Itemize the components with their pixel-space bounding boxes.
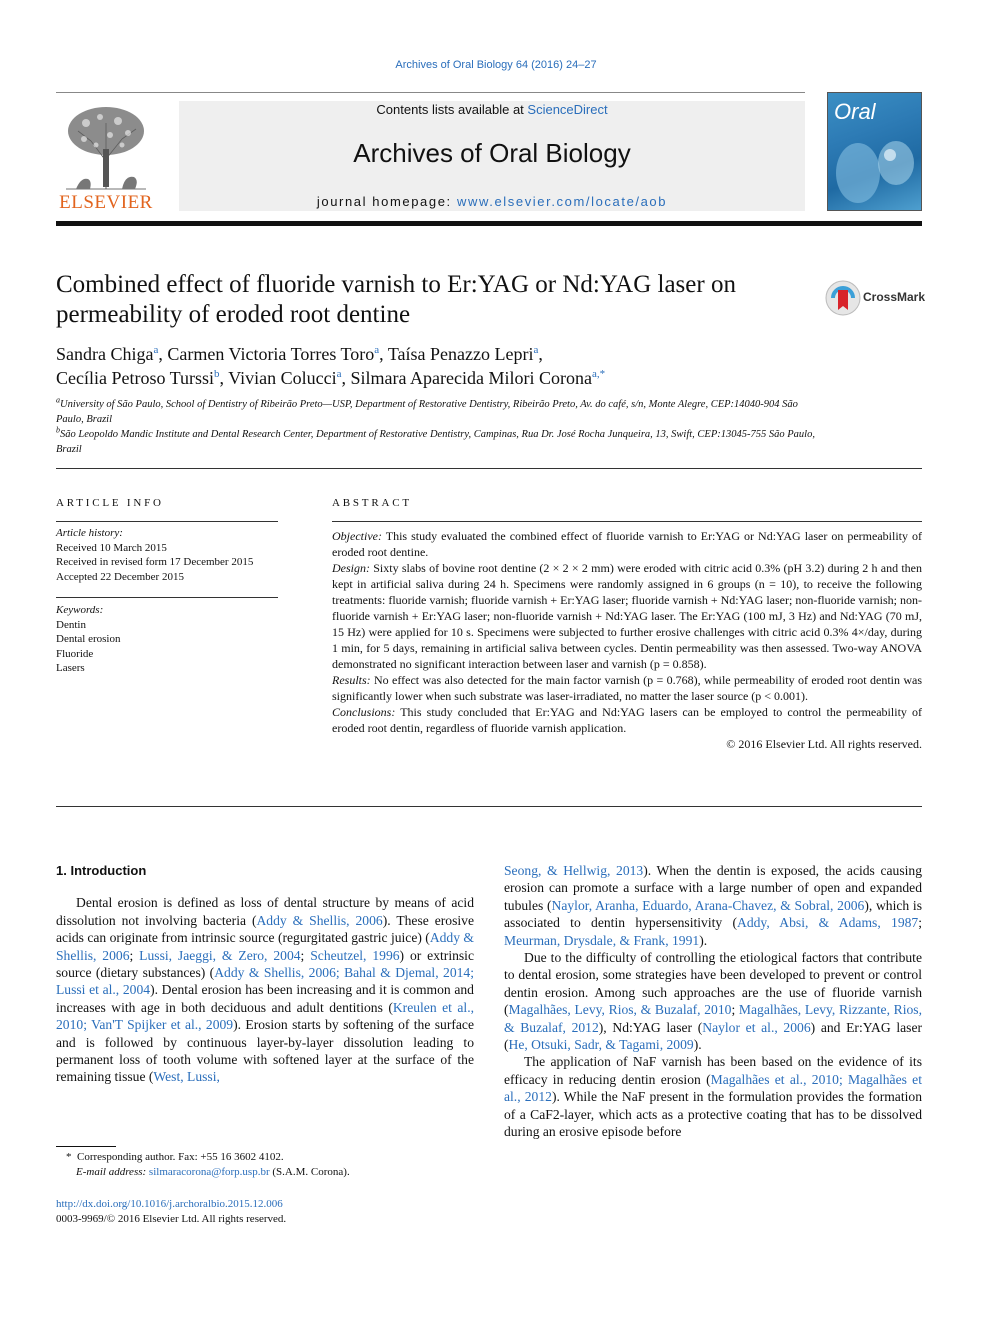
footnote-rule: [56, 1146, 116, 1147]
body-text: ). When the dentin is exposed, the acids causing erosion can promote a surface with a large number of open and expanded tubules (: [504, 863, 922, 913]
citation-link[interactable]: Naylor, Aranha, Eduardo, Arana-Chavez, & Sobral, 2006: [551, 897, 865, 913]
abstract-results: [332, 672, 922, 704]
homepage-link[interactable]: www.elsevier.com/locate/aob: [456, 194, 668, 209]
author-name[interactable]: Carmen Victoria Torres Toro: [167, 344, 375, 364]
author-name[interactable]: Silmara Aparecida Milori Corona: [350, 368, 592, 388]
corresponding-footnote: [56, 1150, 474, 1180]
abstract-objective: [332, 528, 922, 560]
contents-prefix: Contents lists available at: [376, 102, 528, 117]
keyword-item: Lasers: [56, 662, 85, 674]
author-separator: ,: [379, 344, 388, 364]
body-paragraph: [504, 949, 922, 1053]
citation-link[interactable]: Addy & Shellis, 2006: [256, 912, 383, 928]
author-name[interactable]: Vivian Colucci: [228, 368, 337, 388]
citation-link[interactable]: Lussi, Jaeggi, & Zero, 2004: [139, 947, 301, 963]
affiliation-text: São Leopoldo Mandic Institute and Dental Research Center, Department of Restorative Dentistry, Campinas, Rua Dr. José Rocha Junqueira, 13, Swift, CEP:13045-755 São Paulo, Brazil: [56, 429, 815, 455]
email-label: E-mail address:: [76, 1166, 149, 1178]
author-name[interactable]: Taísa Penazzo Lepri: [387, 344, 534, 364]
keyword-item: Fluoride: [56, 647, 94, 660]
corresponding-text: Corresponding author. Fax: +55 16 3602 4102.: [77, 1151, 284, 1163]
body-text: ), Nd:YAG laser (: [598, 1019, 703, 1035]
email-suffix: (S.A.M. Corona).: [269, 1166, 350, 1178]
affiliations-rule: [56, 468, 922, 469]
body-text: ).: [699, 932, 708, 948]
affiliations: [56, 397, 816, 457]
body-text: ), which is associated to dentin hypersensitivity (: [504, 897, 922, 931]
citation-link[interactable]: Addy & Shellis, 2006: [56, 930, 474, 963]
author-affiliation-mark[interactable]: b: [214, 368, 220, 380]
corresponding-author-line: [56, 1150, 474, 1165]
keyword-item: Dental erosion: [56, 633, 121, 645]
citation-link[interactable]: Kreulen et al., 2010; Van'T Spijker et al., 2009: [56, 999, 474, 1033]
keywords: [56, 603, 296, 676]
email-line: [56, 1165, 474, 1180]
body-text: ). Erosion starts by softening of the surface and is followed by continuous layer-by-layer dissolution leading to permanent loss of tooth volume with softened layer at the surface of the remaining tissue (: [56, 1017, 474, 1085]
contents-line: [179, 102, 805, 117]
author-affiliation-mark[interactable]: a,*: [591, 368, 606, 380]
body-text: ). These erosive acids can originate from intrinsic source (regurgitated gastric juice) (: [56, 912, 474, 946]
results-text: No effect was also detected for the main factor varnish (p = 0.768), while permeability of eroded root dentin was significantly lower when such substrate was laser-irradiated, no matter the laser source (p < 0.001).: [332, 673, 922, 703]
homepage-prefix: journal homepage:: [316, 194, 457, 209]
citation-link[interactable]: Addy, Absi, & Adams, 1987: [737, 915, 919, 931]
objective-label: Objective:: [332, 529, 382, 543]
doi-link[interactable]: http://dx.doi.org/10.1016/j.archoralbio.2015.12.006: [56, 1198, 283, 1210]
doi-block: [56, 1197, 474, 1227]
journal-reference[interactable]: Archives of Oral Biology 64 (2016) 24–27: [395, 59, 597, 71]
author-separator: ,: [219, 368, 229, 388]
design-text: Sixty slabs of bovine root dentine (2 × 2 × 2 mm) were eroded with citric acid 0.3% (pH 3.2) during 2 h and then kept in artificial saliva during 24 h. Specimens were randomly assigned in 6 groups (n = 10), to receive the following treatments: fluoride varnish; fluoride varnish + Er:YAG laser; fluoride varnish + Nd:YAG laser; non-fluoride varnish; non-fluoride varnish + Er:YAG laser; non-fluoride varnish + Nd:YAG laser. The Er:YAG (100 mJ, 3 Hz) and Nd:YAG (70 mJ, 15 Hz) were applied for 10 s. Specimens were subjected to further erosive challenges with citric acid 0.3% 4×/day, during 1 min, for 5 days, remaining in artificial saliva between cycles. Dentin permeability was then assessed. Two-way ANOVA demonstrated no significant interaction between laser and varnish (p = 0.858).: [332, 561, 922, 671]
article-title: Combined effect of fluoride varnish to Er:YAG or Nd:YAG laser on permeability of eroded root dentine: [56, 271, 736, 328]
author-affiliation-mark[interactable]: a: [336, 368, 342, 380]
header-bottom-rule: [56, 221, 922, 226]
abstract-end-rule: [56, 806, 922, 807]
body-text: ).: [693, 1037, 702, 1053]
history-received: Received 10 March 2015: [56, 541, 167, 554]
citation-link[interactable]: West, Lussi,: [153, 1069, 220, 1085]
body-column-right: [504, 862, 922, 1141]
author-separator: ,: [341, 368, 351, 388]
citation-link[interactable]: Naylor et al., 2006: [702, 1019, 811, 1035]
citation-link[interactable]: Magalhães, Levy, Rios, & Buzalaf, 2010: [508, 1002, 732, 1018]
cover-artwork: [828, 133, 922, 211]
citation-link[interactable]: He, Otsuki, Sadr, & Tagami, 2009: [508, 1037, 694, 1053]
abstract-heading: ABSTRACT: [332, 497, 412, 509]
body-text: ). Dental erosion has been increasing and it is common and increases with age in both deciduous and adult dentitions (: [56, 982, 474, 1015]
keyword-item: Dentin: [56, 618, 86, 631]
affiliation-text: University of São Paulo, School of Dentistry of Ribeirão Preto—USP, Department of Restorative Dentistry, Ribeirão Preto, Av. do café, s/n, Monte Alegre, CEP:14040-904 São Paulo, Brazil: [56, 399, 798, 425]
abstract-copyright: © 2016 Elsevier Ltd. All rights reserved.: [726, 737, 922, 751]
introduction-heading: 1. Introduction: [56, 863, 147, 878]
article-info-heading: ARTICLE INFO: [56, 497, 164, 509]
body-column-left: [56, 862, 474, 1086]
keywords-rule: [56, 597, 278, 598]
issn-line: 0003-9969/© 2016 Elsevier Ltd. All rights reserved.: [56, 1213, 287, 1225]
affiliation-item: [56, 427, 816, 457]
citation-link[interactable]: Addy & Shellis, 2006; Bahal & Djemal, 2014; Lussi et al., 2004: [56, 965, 474, 998]
article-info-rule: [56, 521, 278, 522]
body-text: ) or extrinsic source (dietary substances) (: [56, 947, 474, 981]
author-affiliation-mark[interactable]: a: [533, 344, 539, 356]
abstract-conclusions: [332, 704, 922, 736]
asterisk-mark: *: [66, 1151, 77, 1163]
objective-text: This study evaluated the combined effect of fluoride varnish to Er:YAG or Nd:YAG laser on permeability of eroded root dentine.: [332, 529, 922, 559]
sciencedirect-link[interactable]: ScienceDirect: [527, 102, 608, 117]
author-affiliation-mark[interactable]: a: [374, 344, 380, 356]
affiliation-mark: b: [56, 425, 60, 435]
body-paragraph: [56, 894, 474, 1085]
conclusions-text: This study concluded that Er:YAG and Nd:YAG lasers can be employed to control the permeability of eroded root dentin, regardless of fluoride varnish application.: [332, 705, 922, 735]
abstract-rule: [332, 521, 922, 522]
history-revised: Received in revised form 17 December 2015: [56, 556, 254, 568]
design-label: Design:: [332, 561, 370, 575]
author-name[interactable]: Sandra Chiga: [56, 344, 154, 364]
citation-link[interactable]: Magalhães, Levy, Rizzante, Rios, & Buzalaf, 2012: [504, 1002, 922, 1035]
header-top-rule: [56, 92, 805, 93]
article-history: [56, 526, 296, 584]
history-label: Article history:: [56, 527, 123, 539]
keywords-label: Keywords:: [56, 604, 104, 616]
body-text: ;: [129, 947, 140, 963]
elsevier-wordmark: ELSEVIER: [59, 192, 153, 213]
journal-cover-image[interactable]: [827, 92, 922, 211]
body-text: Due to the difficulty of controlling the etiological factors that contribute to dental erosion, some strategies have been developed to prevent or control dentin erosion. Among such approaches are the use of fluoride varnish (: [504, 950, 922, 1018]
body-text: ). While the NaF present in the formulation provides the formation of a CaF2-layer, which acts as a protective coating that has to be dissolved during an erosive episode before: [504, 1089, 922, 1140]
author-list: [56, 342, 896, 390]
crossmark-label[interactable]: CrossMark: [863, 290, 926, 304]
affiliation-mark: a: [56, 395, 60, 405]
journal-homepage-line: [179, 194, 805, 209]
citation-link[interactable]: Scheutzel, 1996: [310, 947, 400, 963]
citation-link[interactable]: Seong, & Hellwig, 2013: [504, 863, 644, 878]
author-name[interactable]: Cecília Petroso Turssi: [56, 368, 215, 388]
body-paragraph: [504, 1053, 922, 1140]
body-paragraph: [504, 862, 922, 949]
author-affiliation-mark[interactable]: a: [153, 344, 159, 356]
body-text: ;: [731, 1002, 739, 1018]
body-text: ;: [300, 947, 311, 963]
conclusions-label: Conclusions:: [332, 705, 396, 719]
body-text: Dental erosion is defined as loss of dental structure by means of acid dissolution not involving bacteria (: [56, 895, 474, 928]
history-accepted: Accepted 22 December 2015: [56, 570, 184, 583]
body-text: The application of NaF varnish has been based on the evidence of its efficacy in reducing dentin erosion (: [504, 1054, 922, 1087]
author-separator: ,: [158, 344, 168, 364]
results-label: Results:: [332, 673, 371, 687]
cover-title: Oral: [834, 99, 876, 124]
citation-link[interactable]: Meurman, Drysdale, & Frank, 1991: [504, 932, 700, 948]
citation-link[interactable]: Magalhães et al., 2010; Magalhães et al., 2012: [504, 1071, 922, 1105]
abstract-body: [332, 528, 922, 752]
abstract-design: [332, 560, 922, 672]
body-text: ) and Er:YAG laser (: [504, 1019, 922, 1053]
author-separator: ,: [538, 344, 543, 364]
body-text: ;: [918, 915, 922, 931]
affiliation-item: [56, 397, 816, 427]
journal-title: Archives of Oral Biology: [353, 138, 631, 168]
email-link[interactable]: silmaracorona@forp.usp.br: [148, 1166, 270, 1178]
